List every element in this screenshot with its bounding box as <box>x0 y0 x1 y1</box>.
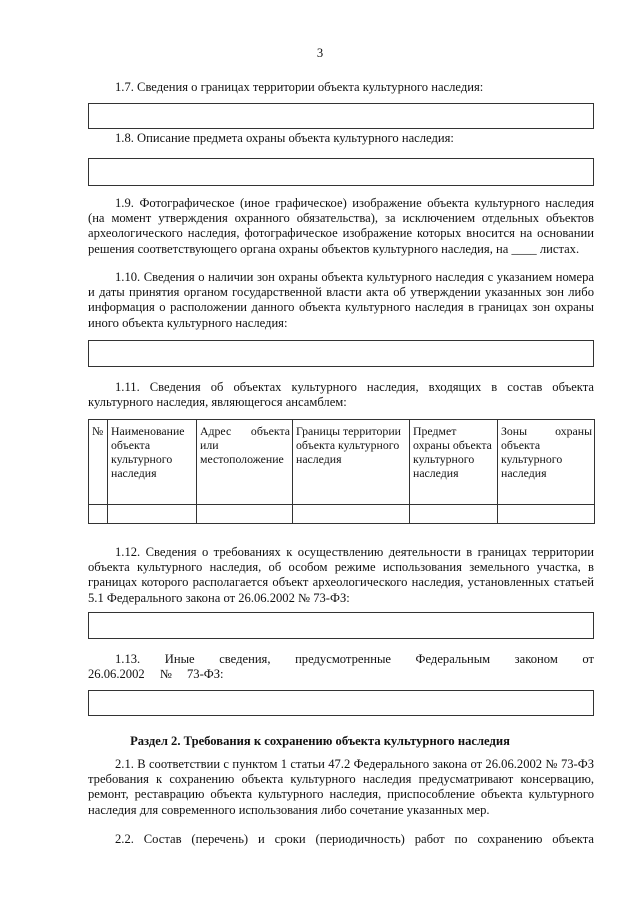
page-number: 3 <box>316 46 324 60</box>
section-1-7-label: 1.7. Сведения о границах территории объекта культурного наследия: <box>115 80 484 94</box>
section-1-8-field <box>88 158 594 186</box>
table-header-boundaries: Границы территории объекта культурного наследия <box>293 420 410 505</box>
table-row <box>89 505 595 524</box>
table-cell <box>498 505 595 524</box>
section-1-13-field <box>88 690 594 716</box>
section-1-11-text: 1.11. Сведения об объектах культурного наследия, входящих в состав объекта культурного наследия, являющегося ансамблем: <box>88 380 594 410</box>
ensemble-objects-table <box>88 419 595 524</box>
section-1-13-text: 1.13. Иные сведения, предусмотренные Федеральным законом от 26.06.2002 № 73-ФЗ: <box>88 652 594 682</box>
table-cell <box>293 505 410 524</box>
section-1-12-field <box>88 612 594 639</box>
section-2-heading: Раздел 2. Требования к сохранению объекта культурного наследия <box>130 734 510 748</box>
table-header-protection-subject: Предмет охраны объекта культурного наследия <box>410 420 498 505</box>
table-cell <box>108 505 197 524</box>
section-1-10-field <box>88 340 594 367</box>
section-1-8-label: 1.8. Описание предмета охраны объекта культурного наследия: <box>115 131 454 145</box>
table-cell <box>410 505 498 524</box>
table-header-address: Адрес объекта или местоположение <box>197 420 293 505</box>
section-2-1-text: 2.1. В соответствии с пунктом 1 статьи 47.2 Федерального закона от 26.06.2002 № 73-ФЗ требования к сохранению объекта культурного наследия предусматривают консервацию, ремонт, реставрацию объекта культурного наследия, приспособление объекта культурного наследия для современного использования либо сочетание указанных мер. <box>88 757 594 817</box>
table-header-row <box>89 420 595 505</box>
table-header-number: № <box>89 420 108 505</box>
table-header-protection-zones: Зоны охраны объекта культурного наследия <box>498 420 595 505</box>
table-cell <box>197 505 293 524</box>
section-1-12-text: 1.12. Сведения о требованиях к осуществлению деятельности в границах территории объекта культурного наследия, об особом режиме использования земельного участка, в границах которого располагается объект археологического наследия, установленных статьей 5.1 Федерального закона от 26.06.2002 № 73-ФЗ: <box>88 545 594 605</box>
section-2-2-text: 2.2. Состав (перечень) и сроки (периодичность) работ по сохранению объекта <box>115 832 594 846</box>
section-1-9-text: 1.9. Фотографическое (иное графическое) изображение объекта культурного наследия (на момент утверждения охранного обязательства), за исключением отдельных объектов археологического наследия, фотографическое изображение которых вносится на основании решения соответствующего органа охраны объектов культурного наследия, на ____ листах. <box>88 196 594 256</box>
table-header-name: Наименование объекта культурного наследия <box>108 420 197 505</box>
section-1-10-text: 1.10. Сведения о наличии зон охраны объекта культурного наследия с указанием номера и даты принятия органом государственной власти акта об утверждении указанных зон либо информация о расположении данного объекта культурного наследия в границах зон охраны иного объекта культурного наследия: <box>88 270 594 330</box>
section-1-7-field <box>88 103 594 129</box>
table-cell <box>89 505 108 524</box>
